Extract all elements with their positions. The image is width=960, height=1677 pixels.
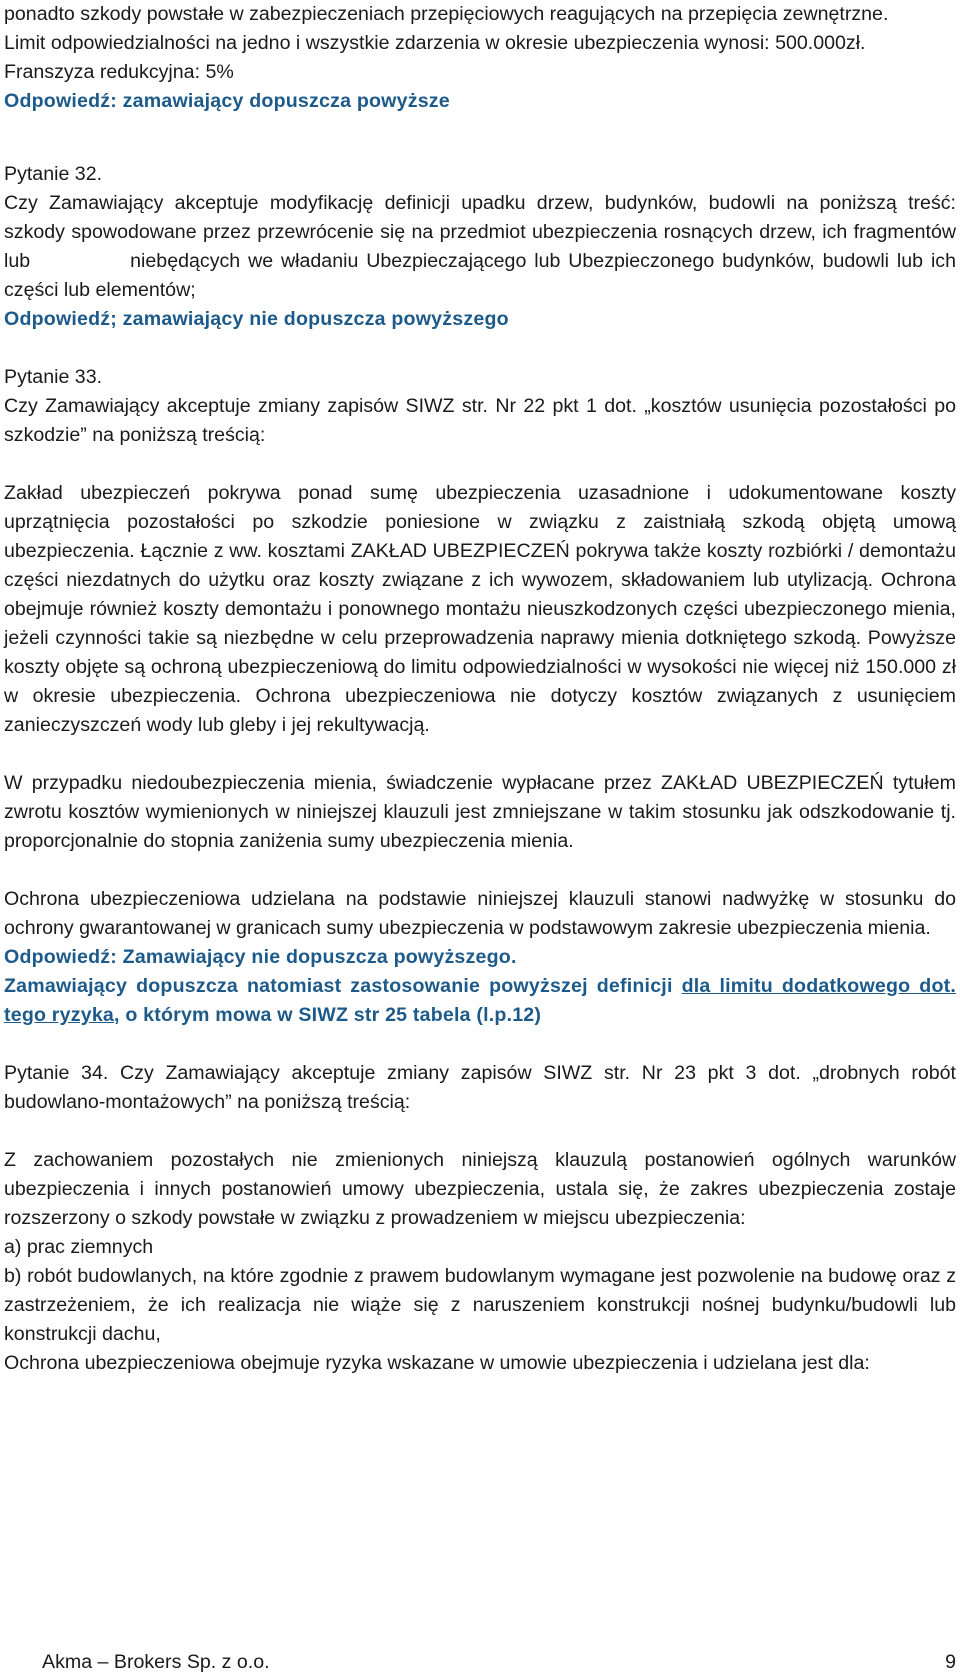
footer-company: Akma – Brokers Sp. z o.o. (42, 1651, 270, 1673)
answer-32: Odpowiedź; zamawiający nie dopuszcza powyższego (4, 308, 509, 330)
document-page (4, 0, 956, 1378)
clause-coverage-scope: Ochrona ubezpieczeniowa obejmuje ryzyka wskazane w umowie ubezpieczenia i udzielana jest dla: (4, 1352, 870, 1374)
answer-33-addendum-part1: Zamawiający dopuszcza natomiast zastosowanie powyższej definicji (4, 975, 682, 997)
question-33-heading: Pytanie 33. (4, 366, 103, 388)
question-32-body-part1: Czy Zamawiający akceptuje modyfikację definicji upadku drzew, budynków, budowli na poniższą treść: szkody spowodowane przez przewrócenie się na przedmiot ubezpieczenia rosnących drzew, ich fragmentów lub (4, 192, 956, 272)
question-32-body (4, 189, 956, 305)
list-item-a: a) prac ziemnych (4, 1236, 154, 1258)
answer-31: Odpowiedź: zamawiający dopuszcza powyższe (4, 90, 450, 112)
clause-excess-coverage: Ochrona ubezpieczeniowa udzielana na podstawie niniejszej klauzuli stanowi nadwyżkę w stosunku do ochrony gwarantowanej w granicach sumy ubezpieczenia w podstawowym zakresie ubezpieczenia mienia. (4, 888, 956, 939)
paragraph-surge-protection: ponadto szkody powstałe w zabezpieczeniach przepięciowych reagujących na przepięcia zewnętrzne. (4, 3, 889, 25)
clause-underinsurance: W przypadku niedoubezpieczenia mienia, świadczenie wypłacane przez ZAKŁAD UBEZPIECZEŃ tytułem zwrotu kosztów wymienionych w niniejszej klauzuli jest zmniejszane w takim stosunku jak odszkodowanie tj. proporcjonalnie do stopnia zaniżenia sumy ubezpieczenia mienia. (4, 772, 956, 852)
answer-33: Odpowiedź: Zamawiający nie dopuszcza powyższego. (4, 946, 517, 968)
paragraph-deductible: Franszyza redukcyjna: 5% (4, 61, 234, 83)
answer-33-addendum-underlined: dla limitu dodatkowego dot. tego ryzyka, (4, 975, 956, 1026)
question-32-body-part2: niebędących we władaniu Ubezpieczającego lub Ubezpieczonego budynków, budowli lub ich części lub elementów; (4, 250, 956, 301)
paragraph-liability-limit: Limit odpowiedzialności na jedno i wszystkie zdarzenia w okresie ubezpieczenia wynosi: 500.000zł. (4, 32, 866, 54)
answer-33-addendum (4, 972, 956, 1030)
clause-construction-works: Z zachowaniem pozostałych nie zmienionych niniejszą klauzulą postanowień ogólnych warunków ubezpieczenia i innych postanowień umowy ubezpieczenia, ustala się, że zakres ubezpieczenia zostaje rozszerzony o szkody powstałe w związku z prowadzeniem w miejscu ubezpieczenia: (4, 1149, 956, 1229)
question-34: Pytanie 34. Czy Zamawiający akceptuje zmiany zapisów SIWZ str. Nr 23 pkt 3 dot. „drobnych robót budowlano-montażowych” na poniższą treścią: (4, 1062, 956, 1113)
answer-33-addendum-part3: o którym mowa w SIWZ str 25 tabela (l.p.12) (119, 1004, 542, 1026)
footer-page-number: 9 (945, 1651, 956, 1673)
question-32-heading: Pytanie 32. (4, 163, 103, 185)
clause-debris-removal: Zakład ubezpieczeń pokrywa ponad sumę ubezpieczenia uzasadnione i udokumentowane koszty uprzątnięcia pozostałości po szkodzie poniesione w związku z zaistniałą szkodą objętą umową ubezpieczenia. Łącznie z ww. kosztami ZAKŁAD UBEZPIECZEŃ pokrywa także koszty rozbiórki / demontażu części niezdatnych do użytku oraz koszty związane z ich wywozem, składowaniem lub utylizacją. Ochrona obejmuje również koszty demontażu i ponownego montażu nieuszkodzonych części ubezpieczonego mienia, jeżeli czynności takie są niezbędne w celu przeprowadzenia naprawy mienia dotkniętego szkodą. Powyższe koszty objęte są ochroną ubezpieczeniową do limitu odpowiedzialności w wysokości nie więcej niż 150.000 zł w okresie ubezpieczenia. Ochrona ubezpieczeniowa nie dotyczy kosztów związanych z usunięciem zanieczyszczeń wody lub gleby i jej rekultywacją. (4, 482, 956, 736)
list-item-b: b) robót budowlanych, na które zgodnie z prawem budowlanym wymagane jest pozwolenie na budowę oraz z zastrzeżeniem, że ich realizacja nie wiąże się z naruszeniem konstrukcji nośnej budynku/budowli lub konstrukcji dachu, (4, 1265, 956, 1345)
question-33-body: Czy Zamawiający akceptuje zmiany zapisów SIWZ str. Nr 22 pkt 1 dot. „kosztów usunięcia pozostałości po szkodzie” na poniższą treścią: (4, 395, 956, 446)
